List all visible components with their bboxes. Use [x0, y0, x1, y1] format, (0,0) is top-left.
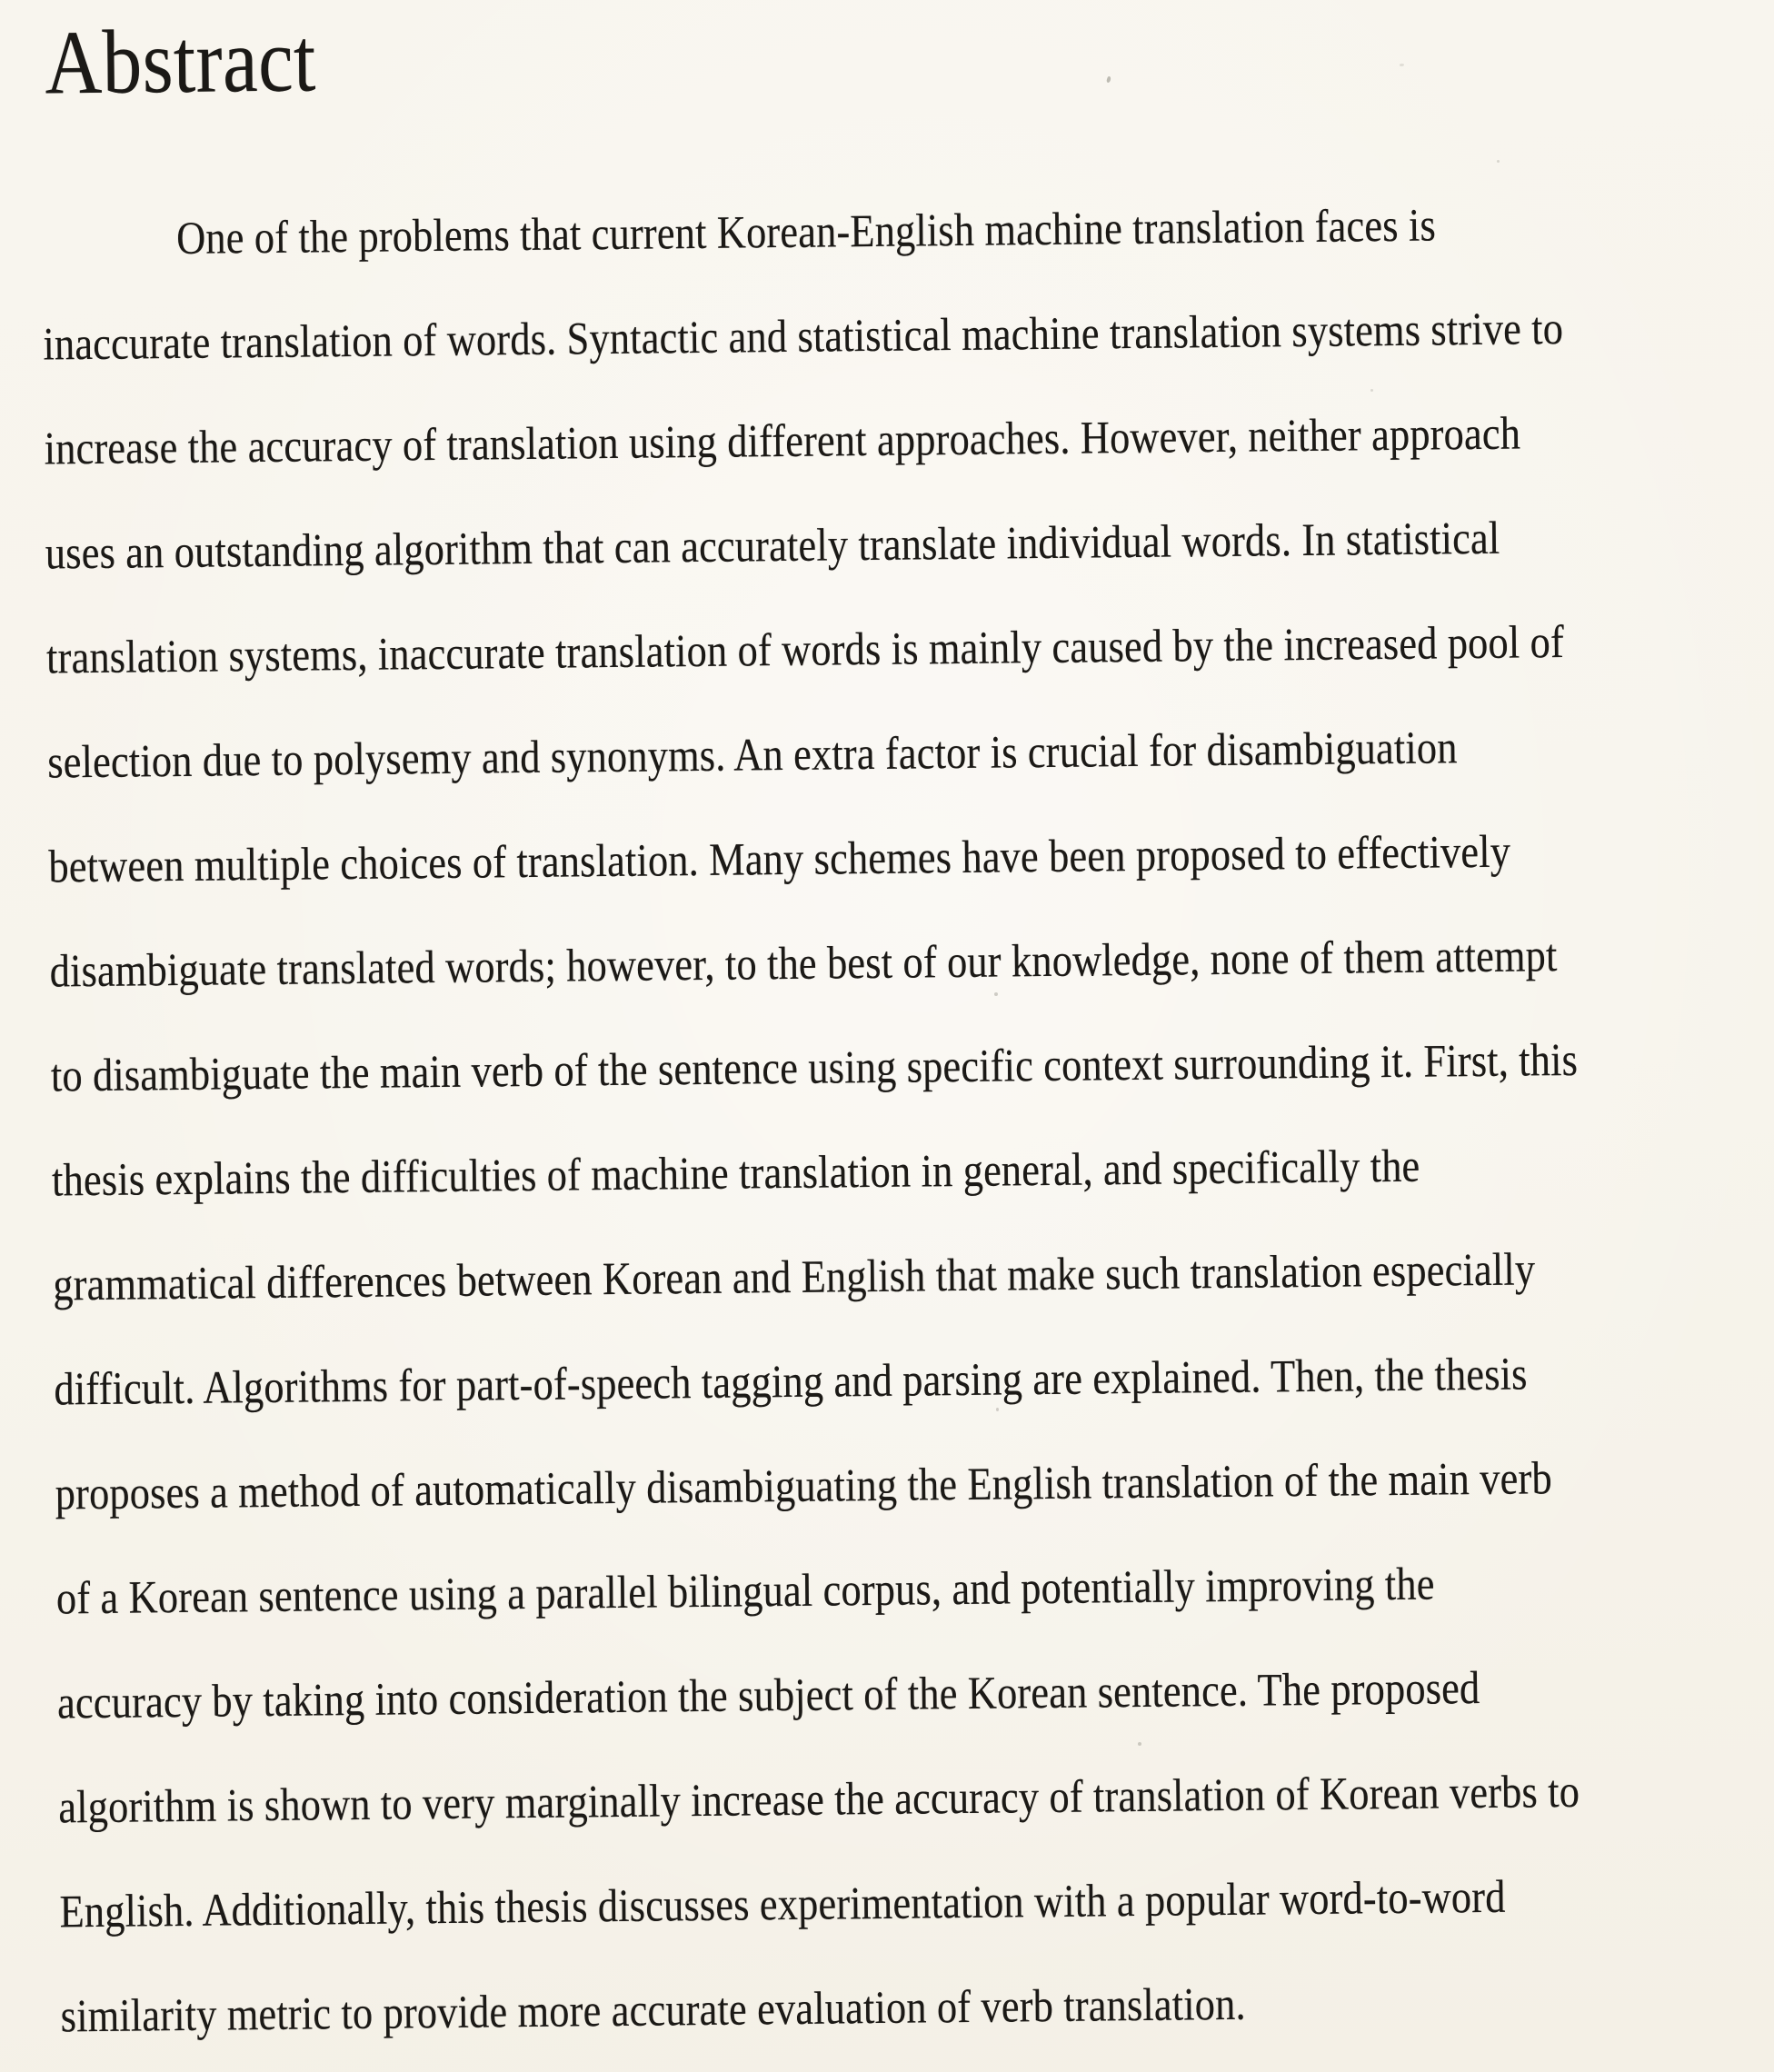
abstract-line: inaccurate translation of words. Syntactic and statistical machine translation systems strive to [43, 304, 1564, 371]
abstract-line: algorithm is shown to very marginally increase the accuracy of translation of Korean verbs to [58, 1766, 1580, 1834]
abstract-line: accuracy by taking into consideration the subject of the Korean sentence. The proposed [56, 1663, 1480, 1729]
abstract-paragraph [42, 170, 1774, 2069]
abstract-line: thesis explains the difficulties of machine translation in general, and specifically the [51, 1141, 1420, 1207]
abstract-line: uses an outstanding algorithm that can accurately translate individual words. In statistical [45, 513, 1500, 580]
abstract-line: English. Additionally, this thesis discusses experimentation with a popular word-to-word [59, 1871, 1506, 1938]
abstract-line: selection due to polysemy and synonyms. An extra factor is crucial for disambiguation [47, 722, 1458, 789]
abstract-line: proposes a method of automatically disambiguating the English translation of the main verb [55, 1453, 1553, 1520]
abstract-line: disambiguate translated words; however, to the best of our knowledge, none of them attempt [49, 931, 1558, 998]
abstract-line: increase the accuracy of translation using different approaches. However, neither approach [44, 408, 1521, 475]
abstract-line: between multiple choices of translation. Many schemes have been proposed to effectively [48, 826, 1511, 893]
abstract-line: of a Korean sentence using a parallel bilingual corpus, and potentially improving the [55, 1559, 1435, 1625]
abstract-line: grammatical differences between Korean and English that make such translation especially [53, 1244, 1536, 1311]
abstract-heading: Abstract [44, 9, 317, 114]
abstract-line: to disambiguate the main verb of the sentence using specific context surrounding it. First, this [50, 1034, 1579, 1102]
abstract-line: One of the problems that current Korean-English machine translation faces is [175, 200, 1437, 264]
abstract-line: translation systems, inaccurate translation of words is mainly caused by the increased pool of [45, 617, 1565, 684]
abstract-line: difficult. Algorithms for part-of-speech tagging and parsing are explained. Then, the thesis [54, 1349, 1528, 1416]
abstract-line: similarity metric to provide more accurate evaluation of verb translation. [60, 1978, 1247, 2043]
